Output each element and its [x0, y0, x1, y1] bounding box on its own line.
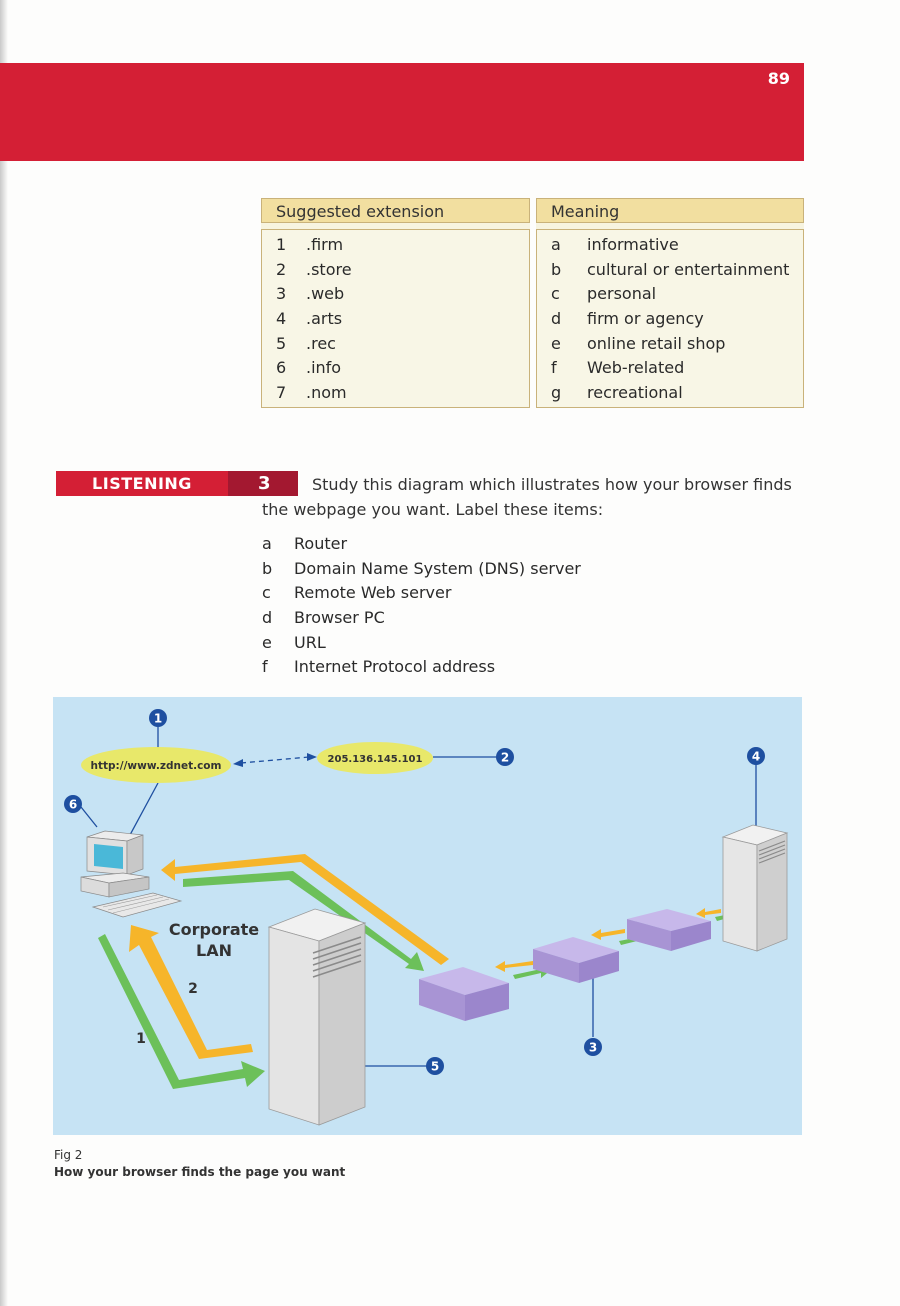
list-item: c Remote Web server — [262, 583, 452, 603]
extension-row: 5 .rec — [276, 333, 336, 353]
list-item: f Internet Protocol address — [262, 657, 496, 677]
meaning-row: a informative — [551, 235, 679, 254]
ip-bubble — [317, 742, 433, 774]
label-items-list — [262, 532, 662, 680]
callout-6 — [64, 795, 82, 813]
svg-text:5: 5 — [430, 1059, 440, 1074]
svg-text:4: 4 — [751, 749, 761, 764]
callout-4 — [747, 747, 765, 765]
extension-list — [261, 229, 530, 408]
list-item: e URL — [262, 632, 326, 652]
section-label: LISTENING — [56, 471, 228, 496]
svg-text:3: 3 — [588, 1040, 598, 1055]
dns-server — [269, 909, 365, 1125]
meaning-table — [536, 198, 804, 408]
callout-2 — [496, 748, 514, 766]
callout-5 — [426, 1057, 444, 1075]
meaning-row: g recreational — [551, 383, 683, 403]
extension-row: 3 .web — [276, 284, 345, 304]
list-item: d Browser PC — [262, 608, 385, 628]
meaning-row: c personal — [551, 284, 657, 304]
exercise-number: 3 — [228, 471, 298, 496]
extension-row: 7 .nom — [276, 383, 347, 403]
page-number: 89 — [767, 69, 790, 88]
figure-number: Fig 2 — [54, 1148, 83, 1162]
lan-label-line2: LAN — [196, 941, 232, 960]
url-bubble — [81, 747, 231, 783]
meaning-row: d firm or agency — [551, 309, 704, 329]
header-banner — [0, 63, 804, 161]
meaning-list — [536, 229, 804, 408]
url-text: http://www.zdnet.com — [90, 760, 222, 772]
figure-caption: How your browser finds the page you want — [54, 1165, 346, 1179]
meaning-header: Meaning — [536, 198, 804, 223]
arrow-label-1: 1 — [136, 1031, 146, 1047]
extension-row: 1 .firm — [276, 235, 344, 254]
ip-text: 205.136.145.101 — [327, 754, 423, 765]
extension-row: 6 .info — [276, 358, 342, 378]
remote-server — [723, 825, 787, 951]
extension-table — [261, 198, 530, 408]
callout-1 — [149, 709, 167, 727]
svg-text:1: 1 — [153, 711, 163, 726]
instruction-text: Study this diagram which illustrates how your browser finds the webpage you want. Label these items: — [262, 475, 792, 519]
extension-row: 2 .store — [276, 259, 352, 279]
list-item: a Router — [262, 534, 348, 553]
arrow-label-2: 2 — [188, 981, 198, 997]
page-edge-shadow — [0, 0, 8, 1306]
meaning-row: b cultural or entertainment — [551, 259, 790, 279]
network-diagram — [53, 697, 802, 1135]
meaning-row: f Web-related — [551, 358, 685, 378]
callout-3 — [584, 1038, 602, 1056]
extension-row: 4 .arts — [276, 309, 343, 329]
extension-header: Suggested extension — [261, 198, 530, 223]
svg-text:6: 6 — [68, 797, 78, 812]
lan-label-line1: Corporate — [168, 920, 260, 939]
list-item: b Domain Name System (DNS) server — [262, 558, 581, 578]
meaning-row: e online retail shop — [551, 333, 726, 353]
svg-text:2: 2 — [500, 750, 510, 765]
